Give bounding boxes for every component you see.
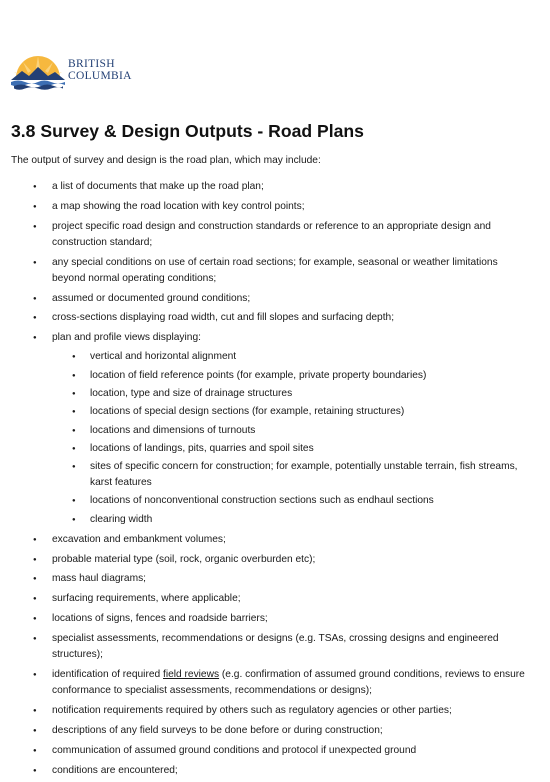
- list-item: ● notification requirements required by others such as regulatory agencies or other parties;: [11, 703, 526, 719]
- logo-line2: COLUMBIA: [68, 70, 132, 82]
- plan-profile-sublist: [52, 349, 526, 527]
- bc-logo-sunset-icon: [10, 54, 66, 90]
- list-item: ● excavation and embankment volumes;: [11, 532, 526, 548]
- sublist-item: ● locations of special design sections (for example, retaining structures): [52, 404, 526, 420]
- bc-logo: [10, 54, 135, 90]
- list-item: ● probable material type (soil, rock, organic overburden etc);: [11, 552, 526, 568]
- field-reviews-link[interactable]: field reviews: [163, 668, 220, 680]
- road-plan-list: [11, 179, 526, 782]
- sublist-item: ● vertical and horizontal alignment: [52, 349, 526, 365]
- sublist-item: ● locations and dimensions of turnouts: [52, 423, 526, 439]
- list-item: ● project specific road design and construction standards or reference to an appropriate design and construction standard;: [11, 219, 526, 251]
- list-item: ● descriptions of any field surveys to be done before or during construction;: [11, 723, 526, 739]
- sublist-item: ● locations of nonconventional construction sections such as endhaul sections: [52, 493, 526, 509]
- list-item: ● conditions are encountered;: [11, 763, 526, 779]
- list-item: ● any special conditions on use of certain road sections; for example, seasonal or weather limitations beyond normal operating conditions;: [11, 255, 526, 287]
- sublist-item: ● sites of specific concern for construction; for example, potentially unstable terrain, fish streams, karst features: [52, 459, 526, 491]
- list-item-plan-profile: [11, 330, 526, 527]
- field-reviews-pre: identification of required: [52, 668, 163, 680]
- list-item: ● mass haul diagrams;: [11, 571, 526, 587]
- water-wave-2: [14, 85, 63, 90]
- list-item: ● a list of documents that make up the road plan;: [11, 179, 526, 195]
- field-reviews-post: (e.g. confirmation of assumed ground conditions, reviews to ensure conformance to specialist assessments, recommendations or designs);: [52, 668, 525, 696]
- page-title: 3.8 Survey & Design Outputs - Road Plans: [11, 121, 364, 141]
- list-item-label: plan and profile views displaying:: [52, 332, 201, 344]
- list-item: ● locations of signs, fences and roadside barriers;: [11, 611, 526, 627]
- list-item: ● a map showing the road location with key control points;: [11, 199, 526, 215]
- sublist-item: ● clearing width: [52, 512, 526, 528]
- sublist-item: ● locations of landings, pits, quarries and spoil sites: [52, 441, 526, 457]
- sublist-item: ● location, type and size of drainage structures: [52, 386, 526, 402]
- list-item-field-reviews: [11, 667, 526, 699]
- sublist-item: ● location of field reference points (for example, private property boundaries): [52, 368, 526, 384]
- list-item: ● assumed or documented ground conditions;: [11, 291, 526, 307]
- logo-line1: BRITISH: [68, 58, 115, 70]
- list-item: ● surfacing requirements, where applicable;: [11, 591, 526, 607]
- intro-text: The output of survey and design is the road plan, which may include:: [11, 155, 321, 166]
- list-item: ● specialist assessments, recommendations or designs (e.g. TSAs, crossing designs and engineered structures);: [11, 631, 526, 663]
- bc-logo-text: [68, 59, 132, 82]
- list-item: ● cross-sections displaying road width, cut and fill slopes and surfacing depth;: [11, 310, 526, 326]
- list-item: ● communication of assumed ground conditions and protocol if unexpected ground: [11, 743, 526, 759]
